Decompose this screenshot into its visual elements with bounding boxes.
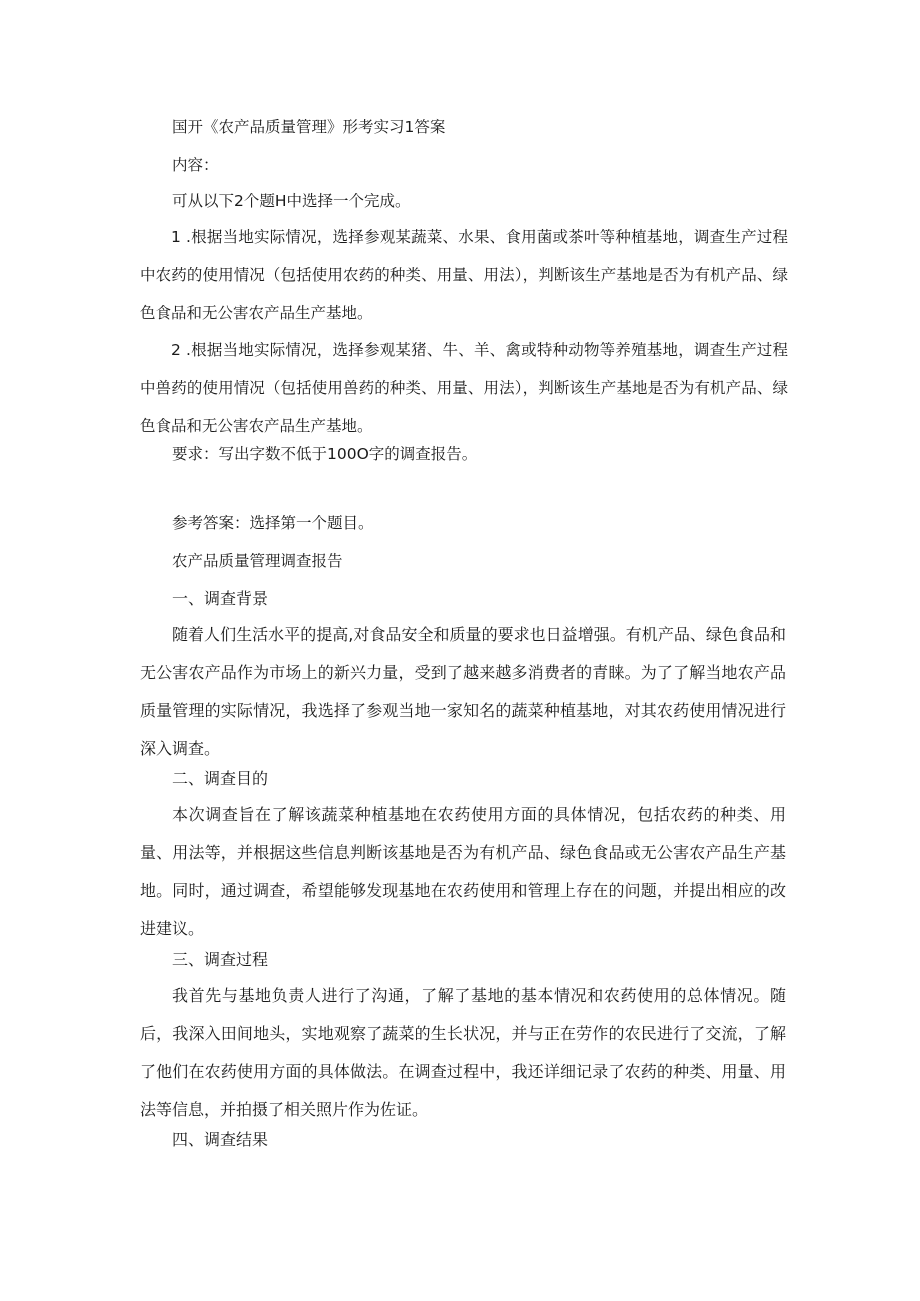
section-2-heading: 二、调查目的: [172, 769, 269, 788]
section-4-heading: 四、调查结果: [172, 1130, 269, 1149]
document-title: 国开《农产品质量管理》形考实习1答案: [172, 118, 446, 136]
section-1-text: 随着人们生活水平的提高,对食品安全和质量的要求也日益增强。有机产品、绿色食品和无公害农产品作为市场上的新兴力量，受到了越来越多消费者的青睐。为了了解当地农产品质量管理的实际情况，我选择了参观当地一家知名的蔬菜种植基地，对其农药使用情况进行深入调查。: [140, 625, 786, 758]
option-2-text: 2 .根据当地实际情况，选择参观某猪、牛、羊、禽或特种动物等养殖基地，调查生产过程中兽药的使用情况（包括使用兽药的种类、用量、用法），判断该生产基地是否为有机产品、绿色食品和无公害农产品生产基地。: [140, 341, 788, 435]
content-label: 内容：: [172, 156, 219, 174]
section-2-text: 本次调查旨在了解该蔬菜种植基地在农药使用方面的具体情况，包括农药的种类、用量、用法等，并根据这些信息判断该基地是否为有机产品、绿色食品或无公害农产品生产基地。同时，通过调查，希望能够发现基地在农药使用和管理上存在的问题，并提出相应的改进建议。: [140, 805, 786, 938]
section-3-heading: 三、调查过程: [172, 950, 269, 969]
reference-answer: 参考答案：选择第一个题目。: [172, 514, 374, 532]
section-3-text: 我首先与基地负责人进行了沟通，了解了基地的基本情况和农药使用的总体情况。随后，我深入田间地头，实地观察了蔬菜的生长状况，并与正在劳作的农民进行了交流，了解了他们在农药使用方面的具体做法。在调查过程中，我还详细记录了农药的种类、用量、用法等信息，并拍摄了相关照片作为佐证。: [140, 986, 786, 1119]
requirement-text: 要求：写出字数不低于100O字的调查报告。: [172, 445, 478, 463]
section-1-heading: 一、调查背景: [172, 589, 269, 608]
instruction-text: 可从以下2个题H中选择一个完成。: [172, 192, 411, 210]
report-title: 农产品质量管理调查报告: [172, 552, 343, 570]
option-1-text: 1 .根据当地实际情况，选择参观某蔬菜、水果、食用菌或茶叶等种植基地，调查生产过程中农药的使用情况（包括使用农药的种类、用量、用法），判断该生产基地是否为有机产品、绿色食品和无公害农产品生产基地。: [140, 228, 788, 322]
